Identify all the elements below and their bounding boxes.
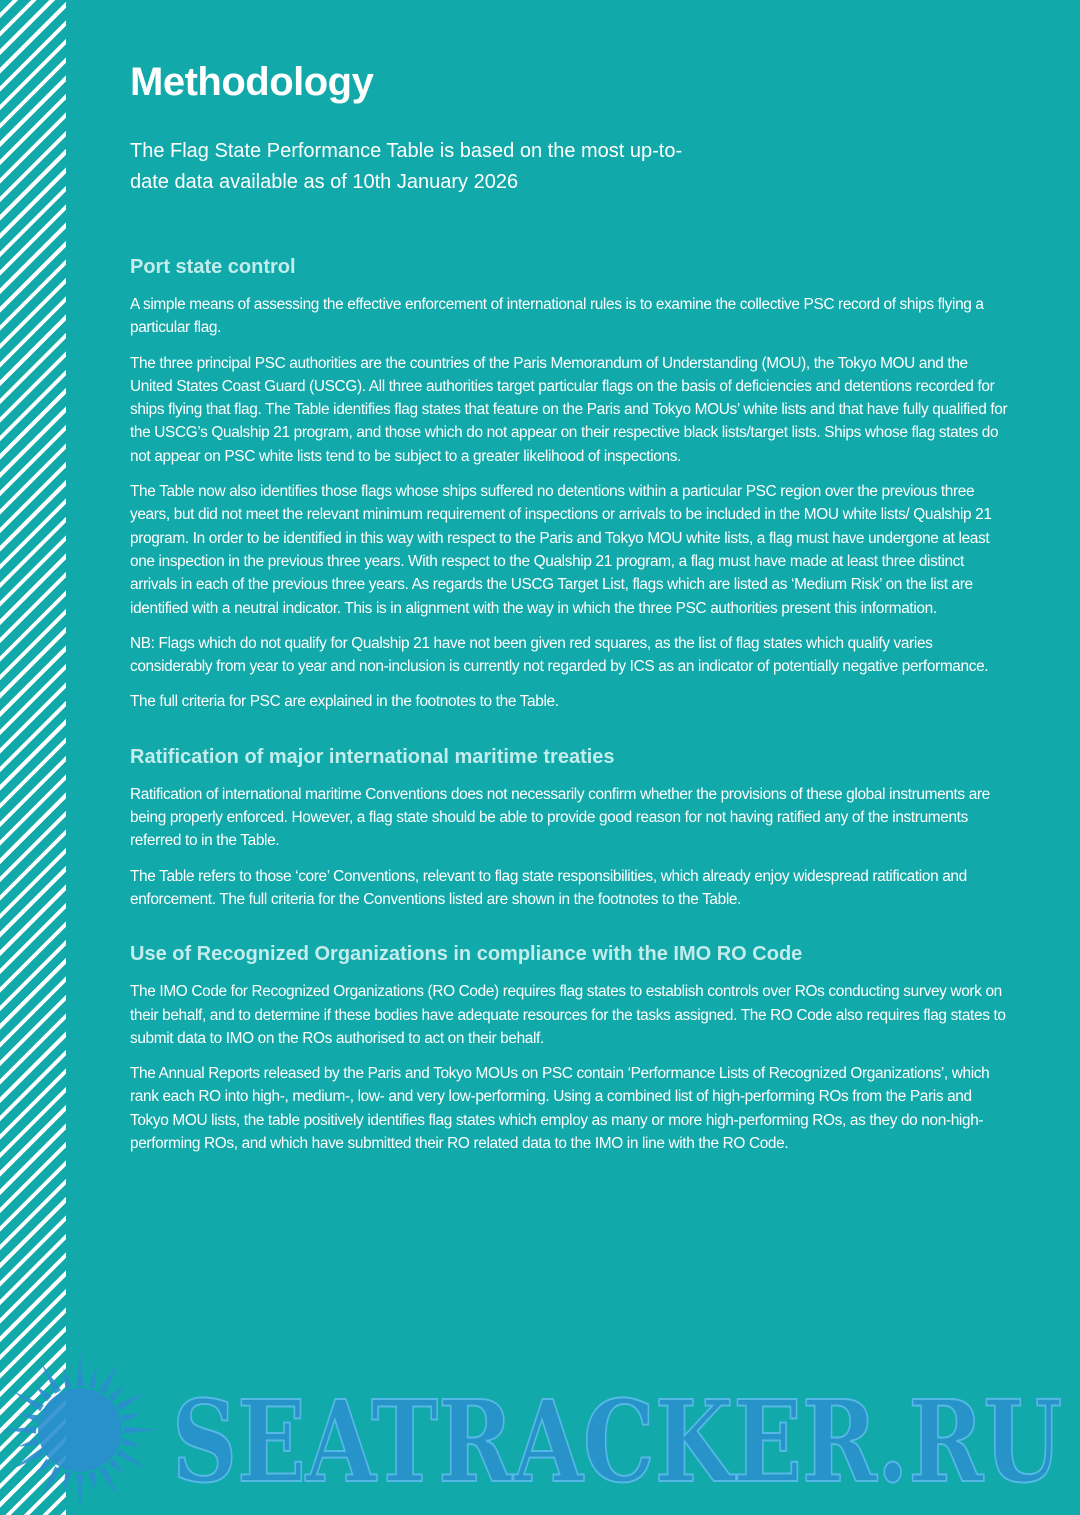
sun-ray [109, 1385, 126, 1402]
sun-ray [35, 1385, 52, 1402]
sun-ray [124, 1426, 158, 1433]
sun-ray [41, 1362, 61, 1393]
sun-ray [88, 1471, 97, 1491]
sun-ray [63, 1368, 72, 1388]
paragraph: A simple means of assessing the effective enforcement of international rules is to examine the collective PSC record of ships flying a particular flag. [130, 296, 984, 337]
intro-text: The Flag State Performance Table is based on the most up-to-date data available as of 10th January 2026 [130, 140, 683, 193]
section-heading: Port state control [130, 256, 296, 278]
sun-ray [99, 1362, 119, 1393]
sun-ray [121, 1438, 141, 1447]
sun-ray [2, 1426, 36, 1433]
sun-ray [12, 1391, 43, 1411]
section-ratification [130, 744, 1012, 911]
sun-ray [88, 1368, 97, 1388]
watermark [0, 1345, 1080, 1515]
sun-ray [76, 1474, 83, 1508]
paragraph: The Table refers to those ‘core’ Conventions, relevant to flag state responsibilities, which already enjoy widespread ratification and enforcement. The full criteria for the Conventions listed are shown in the footnotes to the Table. [130, 867, 967, 908]
sun-ray [18, 1413, 38, 1422]
sun-ray [35, 1459, 52, 1476]
paragraph: The full criteria for PSC are explained in the footnotes to the Table. [130, 693, 559, 711]
paragraph: The IMO Code for Recognized Organizations (RO Code) requires flag states to establish controls over ROs conducting survey work on their behalf, and to determine if these bodies have adequate resources for the tasks assigned. The RO Code also requires flag states to submit data to IMO on the ROs authorised to act on their behalf. [130, 983, 1006, 1047]
decorative-stripe-band [0, 0, 66, 1515]
sun-ray [121, 1413, 141, 1422]
section-heading: Ratification of major international maritime treaties [130, 745, 615, 768]
sun-ray [12, 1449, 43, 1469]
watermark-text: SEATRACKER.RU [172, 1377, 1062, 1508]
sun-ray [41, 1466, 61, 1497]
paragraph: NB: Flags which do not qualify for Qualship 21 have not been given red squares, as the list of flag states which qualify varies considerably from year to year and non-inclusion is currently not regarded by ICS as an indicator of potentially negative performance. [130, 634, 989, 676]
section-heading: Use of Recognized Organizations in compliance with the IMO RO Code [130, 943, 803, 966]
sun-ray [109, 1459, 126, 1476]
methodology-content [130, 58, 1012, 1167]
page-title: Methodology [130, 60, 374, 104]
paragraph: The Table now also identifies those flags whose ships suffered no detentions within a particular PSC region over the previous three years, but did not meet the relevant minimum requirement of inspections or arrivals to be included in the MOU white lists/ Qualship 21 program. In order to be identified in this way with respect to the Paris and Tokyo MOU white lists, a flag must have undergone at least one inspection in the previous three years. With respect to the Qualship 21 program, a flag must have made at least three distinct arrivals in each of the previous three years. As regards the USCG Target List, flags which are listed as ‘Medium Risk’ on the list are identified with a neutral indicator. This is in alignment with the way in which the three PSC authorities present this information. [130, 483, 992, 617]
sun-burst-icon [2, 1352, 158, 1508]
sun-ray [18, 1438, 38, 1447]
sun-ray [116, 1391, 147, 1411]
sun-ray [116, 1449, 147, 1469]
paragraph: The Annual Reports released by the Paris and Tokyo MOUs on PSC contain ‘Performance Lists of Recognized Organizations’, which rank each RO into high-, medium-, low- and very low-performing. Using a combined list of high-performing ROs from the Paris and Tokyo MOU lists, the table positively identifies flag states which employ as many or more high-performing ROs, as they do non-high-performing ROs, and which have submitted their RO related data to the IMO in line with the RO Code. [130, 1065, 990, 1153]
paragraph: The three principal PSC authorities are the countries of the Paris Memorandum of Understanding (MOU), the Tokyo MOU and the United States Coast Guard (USCG). All three authorities target particular flags on the basis of deficiencies and detentions recorded for ships flying that flag. The Table identifies flag states that feature on the Paris and Tokyo MOUs’ white lists and that have fully qualified for the USCG’s Qualship 21 program, and those which do not appear on their respective black lists/target lists. Ships whose flag states do not appear on PSC white lists tend to be subject to a greater likelihood of inspections. [130, 354, 1008, 465]
sun-ray [99, 1466, 119, 1497]
sun-ray [63, 1471, 72, 1491]
sun-ray [76, 1352, 83, 1386]
section-recognized-organizations [130, 941, 1012, 1155]
section-port-state-control [130, 254, 1012, 714]
paragraph: Ratification of international maritime Conventions does not necessarily confirm whether the provisions of these global instruments are being properly enforced. However, a flag state should be able to provide good reason for not having ratified any of the instruments referred to in the Table. [130, 785, 990, 850]
